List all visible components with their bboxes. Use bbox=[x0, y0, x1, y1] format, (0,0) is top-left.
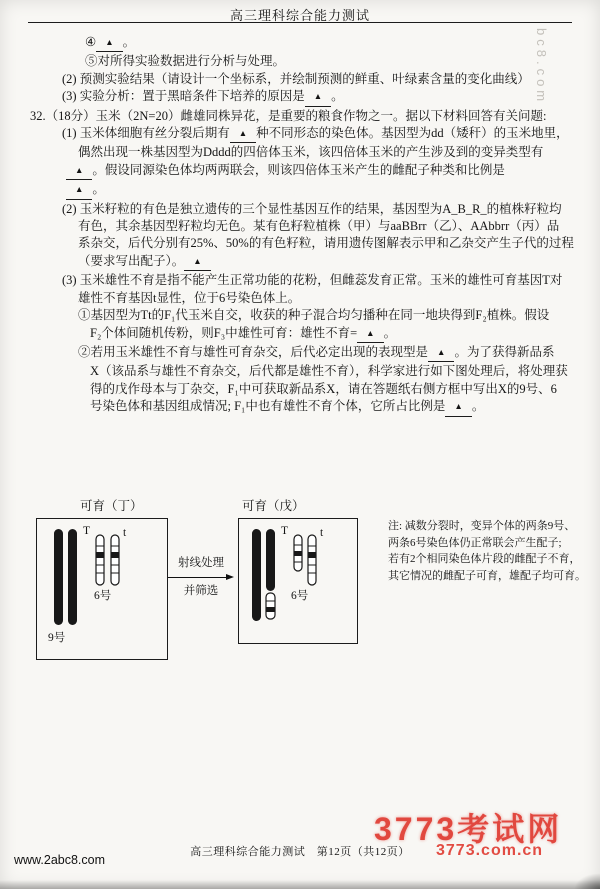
chromosome-6-label: 6号 bbox=[94, 590, 112, 602]
text-line: ①基因型为Tt的F₁代玉米自交，收获的种子混合均匀播种在同一地块得到F₂植株。假设 bbox=[78, 308, 550, 323]
site-watermark: 3773考试网 bbox=[374, 811, 563, 847]
fertile-wu-label: 可育（戊） bbox=[242, 499, 305, 513]
chromosome-box-wu bbox=[238, 518, 358, 644]
text-line: X（该品系与雄性不育杂交，后代都是雄性不育），科学家进行如下图处理后，将处理获 bbox=[90, 364, 568, 379]
note-line: 若有2个相同染色体片段的雌配子不育， bbox=[388, 553, 581, 565]
note-line: 两条6号染色体仍正常联会产生配子; bbox=[388, 536, 562, 549]
text-line: (3) 实验分析：置于黑暗条件下培养的原因是 ▲ 。 bbox=[30, 88, 575, 107]
text-line: ②若用玉米雄性不育与雄性可育杂交，后代必定出现的表现型是 ▲ 。为了获得新品系 bbox=[30, 344, 575, 363]
scan-smudge bbox=[574, 873, 600, 889]
fertile-ding-label: 可育（丁） bbox=[80, 499, 143, 513]
radiation-treatment-step bbox=[164, 554, 238, 598]
text-line: ④ ▲ 。 bbox=[30, 34, 575, 53]
site-url-watermark: 3773.com.cn bbox=[436, 842, 544, 859]
text-line: 有色，其余基因型籽粒均无色。某有色籽粒植株（甲）与aaBBrr（乙）、AAbbrr（丙）品 bbox=[78, 219, 560, 234]
allele-t-label: t bbox=[320, 527, 324, 539]
text-line: 偶然出现一株基因型为Dddd的四倍体玉米，该四倍体玉米的产生涉及到的变异类型有 bbox=[78, 145, 544, 160]
footer-page-number: 高三理科综合能力测试 第12页（共12页） bbox=[190, 846, 410, 858]
text-line: （要求写出配子）。 ▲ bbox=[30, 253, 575, 272]
text-line: F₂个体间随机传粉，则F₃中雄性可育：雄性不育= ▲ 。 bbox=[30, 325, 575, 344]
note-line: 注: 减数分裂时，变异个体的两条9号、 bbox=[388, 520, 576, 532]
text-line: 32.（18分）玉米（2N=20）雌雄同株异花，是重要的粮食作物之一。据以下材料回答有关问题: bbox=[30, 108, 547, 123]
text-line: ▲ 。 bbox=[30, 181, 575, 200]
note-line: 其它情况的雌配子可育，雄配子均可育。 bbox=[388, 569, 586, 582]
text-line: 得的戊作母本与丁杂交，F₁中可获取新品系X，请在答题纸右侧方框中写出X的9号、6 bbox=[90, 381, 557, 396]
text-line: 雄性不育基因t显性，位于6号染色体上。 bbox=[78, 290, 301, 305]
text-line: 系杂交，后代分别有25%、50%的有色籽粒，请用遗传图解表示甲和乙杂交产生子代的过程 bbox=[78, 236, 574, 251]
footer-source-url: www.2abc8.com bbox=[14, 853, 106, 867]
exam-body-text bbox=[30, 34, 575, 418]
allele-T-label: T bbox=[83, 525, 91, 537]
text-line: 号染色体和基因组成情况; F₁中也有雄性不育个体，它所占比例是 ▲ 。 bbox=[30, 398, 575, 417]
allele-T-label: T bbox=[281, 525, 289, 537]
diagram-note bbox=[388, 518, 588, 584]
allele-t-label: t bbox=[123, 527, 127, 539]
text-line: ▲ 。假设同源染色体均两两联会，则该四倍体玉米产生的雌配子种类和比例是 bbox=[30, 162, 575, 181]
header-divider bbox=[28, 22, 572, 23]
text-line: (3) 玉米雄性不育是指不能产生正常功能的花粉，但雌蕊发育正常。玉米的雄性可育基因T对 bbox=[62, 273, 563, 288]
scan-shadow bbox=[0, 880, 600, 889]
arrow-top-label: 射线处理 bbox=[178, 557, 224, 569]
right-arrow-icon bbox=[164, 574, 238, 580]
text-line: (2) 预测实验结果（请设计一个坐标系，并绘制预测的鲜重、叶绿素含量的变化曲线） bbox=[62, 71, 530, 86]
page-title: 高三理科综合能力测试 bbox=[229, 8, 370, 23]
arrow-bottom-label: 并筛选 bbox=[183, 585, 219, 597]
text-line: (2) 玉米籽粒的有色是独立遗传的三个显性基因互作的结果，基因型为A_B_R_的植株籽粒均 bbox=[62, 201, 562, 216]
side-watermark: bc8.com bbox=[534, 28, 549, 106]
text-line: (1) 玉米体细胞有丝分裂后期有 ▲ 种不同形态的染色体。基因型为dd（矮秆）的玉米地里， bbox=[30, 125, 575, 144]
chromosome-diagram-ding-icon bbox=[37, 519, 167, 659]
chromosome-diagram-wu-icon bbox=[239, 519, 357, 643]
chromosome-6-label: 6号 bbox=[291, 590, 309, 602]
text-line: ⑤对所得实验数据进行分析与处理。 bbox=[85, 54, 286, 69]
chromosome-9-label: 9号 bbox=[48, 632, 66, 644]
chromosome-box-ding bbox=[36, 518, 168, 660]
